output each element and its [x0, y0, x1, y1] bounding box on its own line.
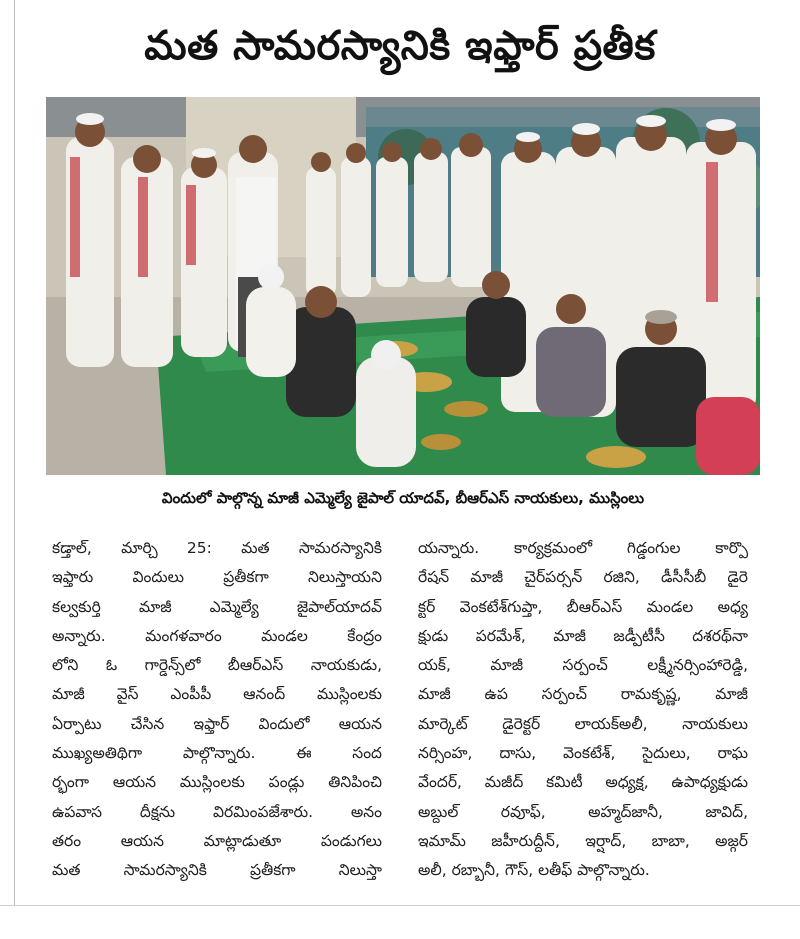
body-line: అలీ, రబ్బానీ, గౌస్, లతీఫ్ పాల్గొన్నారు.: [418, 861, 650, 880]
body-line: కడ్తాల్, మార్చి 25: మత సామరస్యానికి: [52, 539, 382, 557]
body-line: మాజీ ఉప సర్పంచ్ రామకృష్ణ, మాజీ: [418, 685, 748, 704]
headline: మత సామరస్యానికి ఇఫ్తార్ ప్రతీక: [144, 23, 656, 69]
column-rule: [14, 0, 15, 905]
body-line: క్టర్ వెంకటేశ్‌గుప్తా, బీఆర్ఎస్ మండల అధ్య: [418, 597, 748, 616]
body-line: ఉపవాస దీక్షను విరమింపజేశారు. అనం: [52, 802, 382, 821]
body-line: అబ్దుల్ రవూఫ్, అహ్మద్‌జానీ, జావిద్,: [418, 802, 748, 821]
body-line: ర్భంగా ఆయన ముస్లింలకు పండ్లు తినిపించి: [52, 773, 382, 792]
body-line: కల్వకుర్తి మాజీ ఎమ్మెల్యే జైపాల్‌యాదవ్: [52, 597, 382, 616]
body-line: లోని ఓ గార్డెన్స్‌లో బీఆర్ఎస్ నాయకుడు,: [52, 656, 382, 675]
body-line: మార్కెట్ డైరెక్టర్ లాయక్‌అలీ, నాయకులు: [418, 714, 748, 733]
body-line: మత సామరస్యానికి ప్రతీకగా నిలుస్తా: [52, 861, 382, 880]
body-line: యన్నారు. కార్యక్రమంలో గిడ్డంగుల కార్పొ: [418, 539, 748, 557]
iftar-photo-illustration: [46, 97, 760, 475]
body-line: తరం ఆయన మాట్లాడుతూ పండుగలు: [52, 831, 382, 850]
news-photo: [46, 97, 760, 475]
body-line: ముఖ్యఅతిథిగా పాల్గొన్నారు. ఈ సంద: [52, 744, 382, 763]
body-line: ఇమామ్ జహీరుద్దీన్, ఇర్షాద్, బాబా, అజ్గర్: [418, 831, 748, 850]
page-bottom-rule: [0, 905, 800, 906]
body-line: ఏర్పాటు చేసిన ఇఫ్తార్ విందులో ఆయన: [52, 714, 382, 733]
body-line: రేషన్ మాజీ చైర్‌పర్సన్ రజిని, డీసీసీబీ డైరె: [418, 568, 748, 587]
body-line: క్షుడు పరమేశ్, మాజీ జడ్పీటీసీ దశరథ్‌నా: [418, 626, 748, 645]
body-column-left: [52, 534, 382, 886]
body-line: నర్సింహ, దాసు, వెంకటేశ్, సైదులు, రాఘ: [418, 744, 748, 763]
photo-caption: విందులో పాల్గొన్న మాజీ ఎమ్మెల్యే జైపాల్ యాదవ్, బీఆర్ఎస్ నాయకులు, ముస్లింలు: [161, 489, 645, 507]
body-column-right: [418, 534, 748, 886]
body-line: అన్నారు. మంగళవారం మండల కేంద్రం: [52, 626, 382, 645]
body-line: వేందర్, మజీద్ కమిటీ అధ్యక్ష, ఉపాధ్యక్షుడు: [418, 773, 748, 792]
body-line: ఇఫ్తారు విందులు ప్రతీకగా నిలుస్తాయని: [52, 568, 382, 587]
body-line: మాజీ వైస్ ఎంపీపీ ఆనంద్ ముస్లింలకు: [52, 685, 382, 704]
body-line: యక్, మాజీ సర్పంచ్ లక్ష్మీనర్సింహారెడ్డి,: [418, 656, 748, 675]
